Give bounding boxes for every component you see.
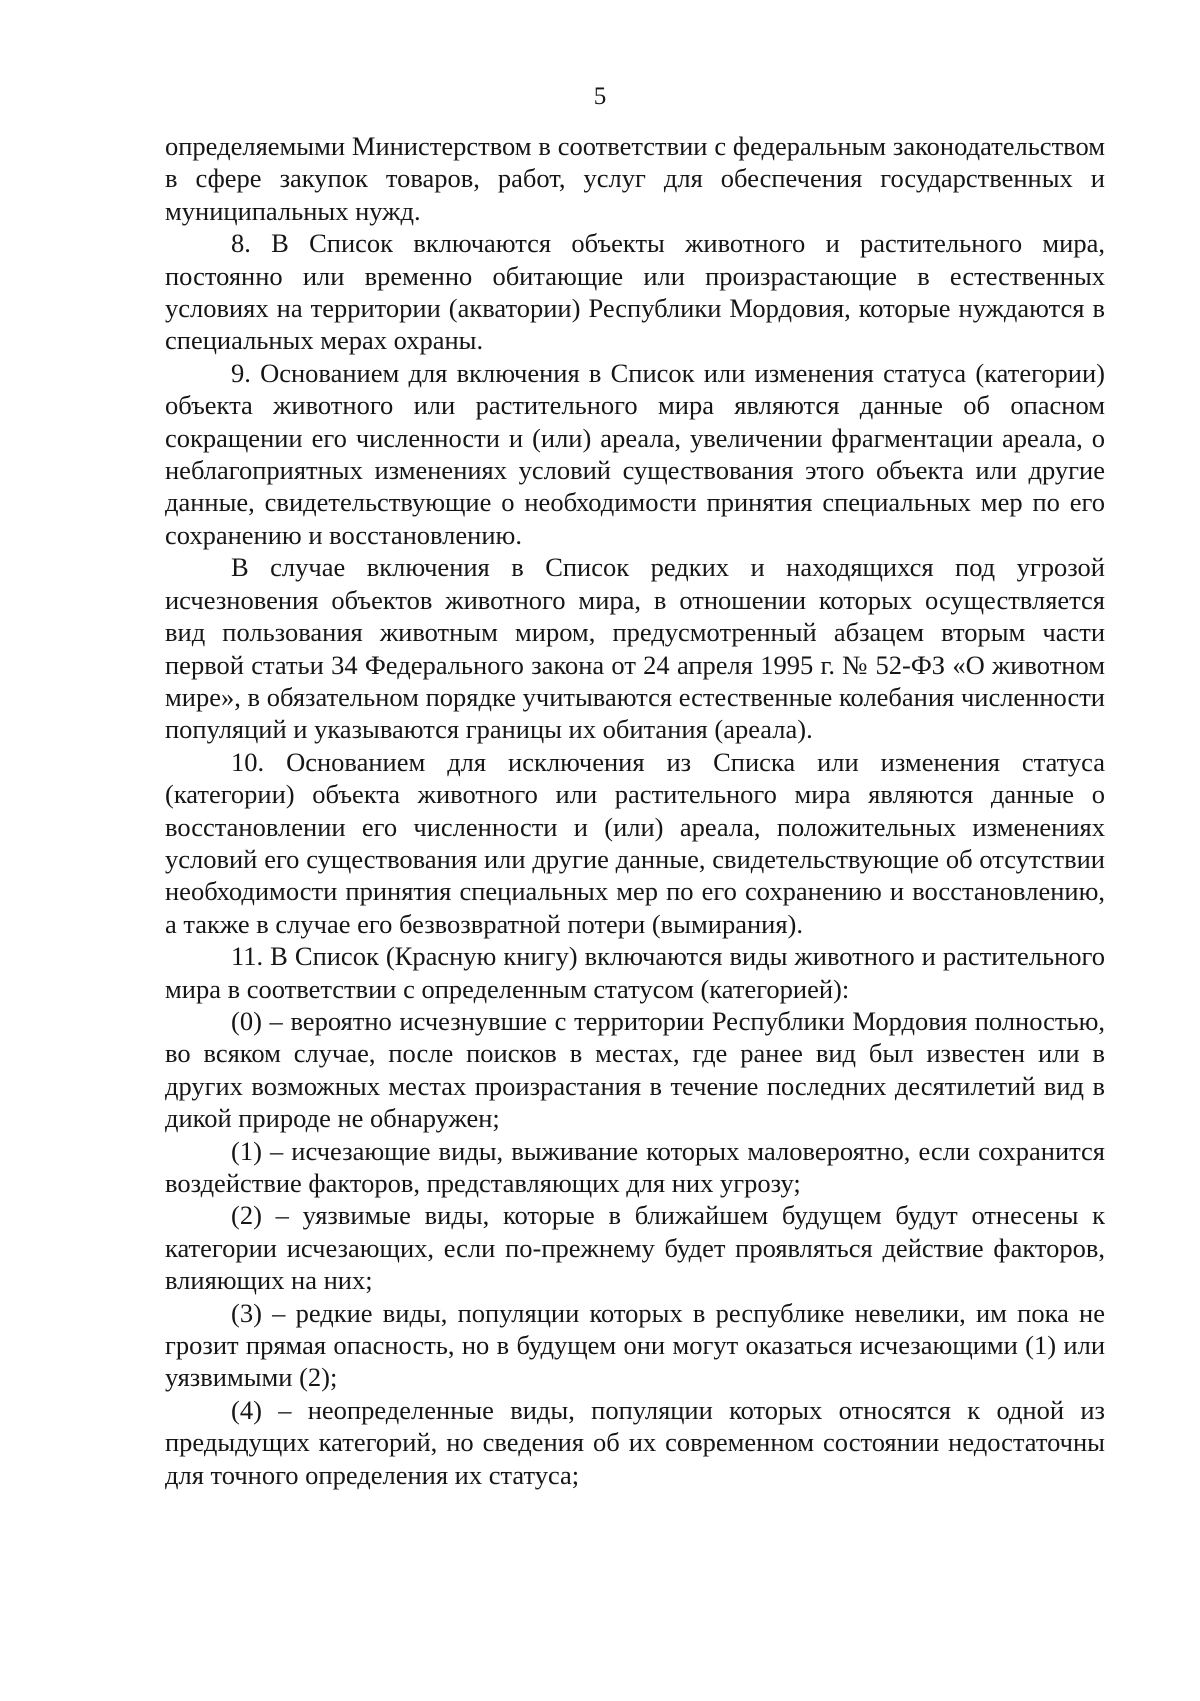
paragraph-item-11: 11. В Список (Красную книгу) включаются виды животного и растительного мира в соответствии с определенным статусом (категорией): [165,941,1105,1004]
category-1: (1) – исчезающие виды, выживание которых маловероятно, если сохранится воздействие факторов, представляющих для них угрозу; [165,1135,1105,1198]
document-body [165,130,1105,1491]
category-2: (2) – уязвимые виды, которые в ближайшем будущем будут отнесены к категории исчезающих, если по-прежнему будет проявляться действие факторов, влияющих на них; [165,1200,1105,1296]
paragraph-item-10: 10. Основанием для исключения из Списка или изменения статуса (категории) объекта животного или растительного мира являются данные о восстановлении его численности и (или) ареала, положительных изменениях условий его существования или другие данные, свидетельствующие об отсутствии необходимости принятия специальных мер по его сохранению и восстановлению, а также в случае его безвозвратной потери (вымирания). [165,746,1105,939]
paragraph-item-9-extra: В случае включения в Список редких и находящихся под угрозой исчезновения объектов животного мира, в отношении которых осуществляется вид пользования животным миром, предусмотренный абзацем вторым части первой статьи 34 Федерального закона от 24 апреля 1995 г. № 52-ФЗ «О животном мире», в обязательном порядке учитываются естественные колебания численности популяций и указываются границы их обитания (ареала). [165,552,1105,745]
paragraph-item-8: 8. В Список включаются объекты животного и растительного мира, постоянно или временно обитающие или произрастающие в естественных условиях на территории (акватории) Республики Мордовия, которые нуждаются в специальных мерах охраны. [165,228,1105,356]
category-4: (4) – неопределенные виды, популяции которых относятся к одной из предыдущих категорий, но сведения об их современном состоянии недостаточны для точного определения их статуса; [165,1394,1105,1490]
category-0: (0) – вероятно исчезнувшие с территории Республики Мордовия полностью, во всяком случае, после поисков в местах, где ранее вид был известен или в других возможных местах произрастания в течение последних десятилетий вид в дикой природе не обнаружен; [165,1005,1105,1134]
paragraph-continuation: определяемыми Министерством в соответствии с федеральным законодательством в сфере закупок товаров, работ, услуг для обеспечения государственных и муниципальных нужд. [165,131,1105,226]
page-number: 5 [593,83,607,110]
paragraph-item-9: 9. Основанием для включения в Список или изменения статуса (категории) объекта животного или растительного мира являются данные об опасном сокращении его численности и (или) ареала, увеличении фрагментации ареала, о неблагоприятных изменениях условий существования этого объекта или другие данные, свидетельствующие о необходимости принятия специальных мер по его сохранению и восстановлению. [165,357,1105,550]
category-3: (3) – редкие виды, популяции которых в республике невелики, им пока не грозит прямая опасность, но в будущем они могут оказаться исчезающими (1) или уязвимыми (2); [165,1297,1105,1393]
